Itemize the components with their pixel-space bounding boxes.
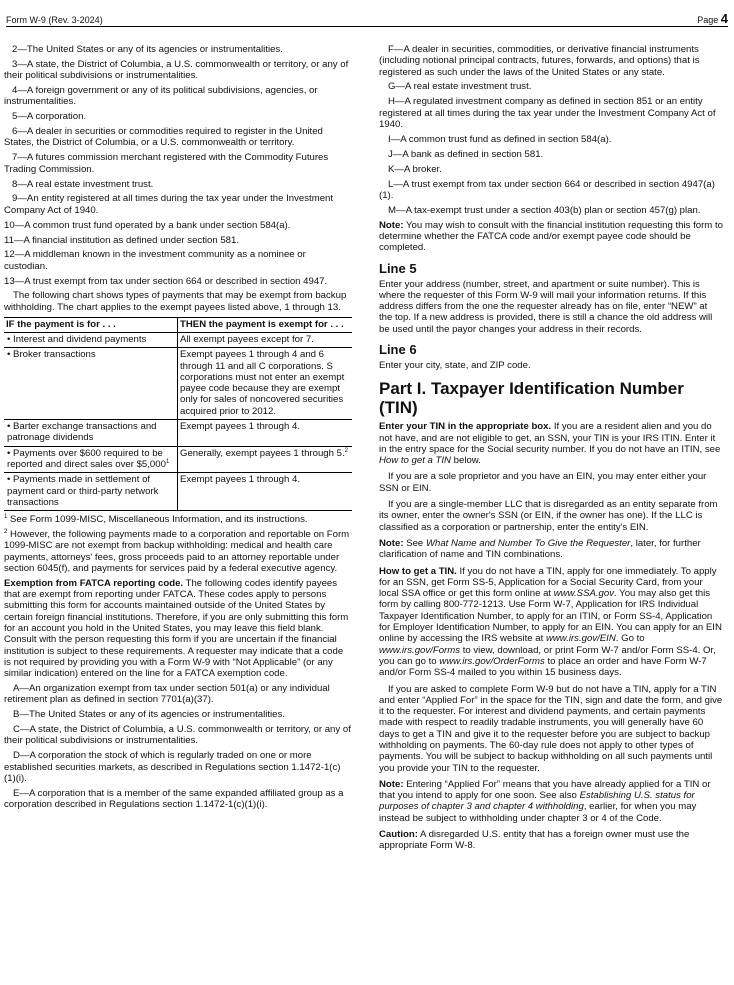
part1-heading: Part I. Taxpayer Identification Number (TIN) (379, 379, 684, 418)
single-member-llc-text: If you are a single-member LLC that is disregarded as an entity separate from its owner, enter the owner's SSN (or EIN, if the owner has one). If the LLC is classified as a corporation or partnership, enter the entity's EIN. (379, 499, 718, 533)
exempt-payee-7: 7—A futures commission merchant registered with the Commodity Futures Trading Commission. (4, 152, 329, 175)
page-header (6, 6, 728, 27)
fatca-note: Note: You may wish to consult with the financial institution requesting this form to determine whether the FATCA code and/or exempt payee code should be completed. (379, 219, 723, 254)
line5-text: Enter your address (number, street, and apartment or suite number). This is where the requester of this Form W-9 will mail your information returns. If this address differs from the one the requester already has on file, enter “NEW” at the top. If a new address is provided, there is still a chance the old address will be used until the payor changes your address in their records. (379, 278, 713, 335)
exempt-for: Exempt payees 1 through 4 and 6 through 11 and all C corporations. S corporations must not enter an exempt payee code because they are exempt only for sales of noncovered securities acquired prior to 2012. (178, 348, 353, 420)
chart-intro: The following chart shows types of payments that may be exempt from backup withholding. The chart applies to the exempt payees listed above, 1 through 13. (4, 290, 347, 313)
exempt-for: Exempt payees 1 through 4. (178, 420, 353, 447)
applied-for-text: If you are asked to complete Form W-9 but do not have a TIN, apply for a TIN and enter “Applied For” in the space for the TIN, sign and date the form, and give it to the requester. For interest and dividend payments, and certain payments made with respect to readily tradable instruments, you will generally have 60 days to get a TIN and give it to the requester before you are subject to backup withholding on payments. The 60-day rule does not apply to other types of payments. You will be subject to backup withholding on all such payments until you provide your TIN to the requester. (379, 683, 723, 774)
fatca-code-a: A—An organization exempt from tax under section 501(a) or any individual retirement plan as defined in section 7701(a)(37). (4, 683, 330, 706)
fatca-heading: Exemption from FATCA reporting code. (4, 577, 184, 589)
payment-type: • Interest and dividend payments (4, 332, 178, 347)
applied-for-note: Note: Entering “Applied For” means that you have already applied for a TIN or that you intend to apply for one soon. See also Establishing U.S. status for purposes of chapter 3 and chapter 4 withholding, earlier, for when you may instead be subject to withholding under chapter 3 or 4 of the Code. (379, 778, 711, 824)
exempt-payee-10: 10—A common trust fund operated by a bank under section 584(a). (4, 219, 291, 231)
table-row (4, 420, 352, 447)
footnote-ref-1: 1 (165, 458, 170, 465)
line6-heading: Line 6 (379, 341, 417, 357)
table-row (4, 348, 352, 420)
exempt-payee-12: 12—A middleman known in the investment community as a nominee or custodian. (4, 249, 306, 272)
fatca-code-f: F—A dealer in securities, commodities, or derivative financial instruments (including notional principal contracts, futures, forwards, and options) that is registered as such under the laws of the United States or any state. (379, 44, 700, 78)
fatca-code-l: L—A trust exempt from tax under section 664 or described in section 4947(a)(1). (379, 178, 715, 201)
irs-ein-link: www.irs.gov/EIN (545, 633, 616, 645)
fatca-code-g: G—A real estate investment trust. (388, 81, 532, 93)
exempt-payee-6: 6—A dealer in securities or commodities required to register in the United States, the District of Columbia, or a U.S. commonwealth or territory. (4, 126, 323, 149)
footnote-2: $^2$ However, the following payments made to a corporation and reportable on Form 1099-MISC are not exempt from backup withholding: medical and health care payments, attorneys' fees, gross proceeds paid to an attorney reportable under section 6045(f), and payments for services paid by a federal executive agency. (4, 528, 350, 574)
payment-type: • Payments over $600 required to be reported and direct sales over $5,000$^1$ (4, 446, 178, 473)
exempt-payee-11: 11—A financial institution as defined under section 581. (4, 234, 240, 246)
table-row (4, 332, 352, 347)
caution-text: Caution: A disregarded U.S. entity that has a foreign owner must use the appropriate Form W-8. (379, 829, 690, 852)
payment-type: • Broker transactions (4, 348, 178, 420)
line5-heading: Line 5 (379, 260, 417, 276)
fatca-code-e: E—A corporation that is a member of the same expanded affiliated group as a corporation described in Regulations section 1.1472-1(c)(1)(i). (4, 787, 344, 811)
table-header-right: THEN the payment is exempt for . . . (178, 317, 353, 332)
exempt-payee-8: 8—A real estate investment trust. (12, 178, 154, 190)
irs-forms-link: www.irs.gov/Forms (379, 644, 461, 656)
footnote-1: $^1$ See Form 1099-MISC, Miscellaneous Information, and its instructions. (4, 513, 308, 526)
how-to-get-tin: How to get a TIN. If you do not have a TIN, apply for one immediately. To apply for an SSN, get Form SS-5, Application for a Social Security Card, from your local SSA office or get this form online at www.SSA.gov. You may also get this form by calling 800-772-1213. Use Form W-7, Application for IRS Individual Taxpayer Identification Number, to apply for an ITIN, or Form SS-4, Application for Employer Identification Number, to apply for an EIN. You can apply for an EIN online by accessing the IRS website at www.irs.gov/EIN. Go to www.irs.gov/Forms to view, download, or print Form W-7 and/or Form SS-4. Or, you can go to www.irs.gov/OrderForms to place an order and have Form W-7 and/or Form SS-4 mailed to you within 15 business days. (379, 565, 722, 679)
tin-instructions: Enter your TIN in the appropriate box. If you are a resident alien and you do not have, and are not eligible to get, an SSN, your TIN is your IRS ITIN. Enter it in the entry space for the Social security number. If you do not have an ITIN, see How to get a TIN below. (379, 421, 721, 467)
sole-proprietor-text: If you are a sole proprietor and you have an EIN, you may enter either your SSN or EIN. (379, 471, 707, 494)
fatca-code-c: C—A state, the District of Columbia, a U.S. commonwealth or territory, or any of their political subdivisions or instrumentalities. (4, 724, 351, 747)
form-id: Form W-9 (Rev. 3-2024) (6, 15, 103, 25)
exemption-table (4, 317, 352, 511)
payment-type: • Barter exchange transactions and patronage dividends (4, 420, 178, 447)
table-header-left: IF the payment is for . . . (4, 317, 178, 332)
ssa-link: www.SSA.gov (553, 588, 615, 600)
fatca-code-m: M—A tax-exempt trust under a section 403(b) plan or section 457(g) plan. (388, 204, 701, 216)
exempt-for: Generally, exempt payees 1 through 5.$^2$ (178, 446, 353, 473)
fatca-code-k: K—A broker. (388, 163, 442, 175)
right-column (379, 44, 723, 855)
table-header-row (4, 317, 352, 332)
fatca-code-h: H—A regulated investment company as defined in section 851 or an entity registered at all times during the tax year under the Investment Company Act of 1940. (379, 96, 716, 130)
page-number: Page 4 (697, 11, 728, 26)
left-column (4, 44, 352, 814)
exempt-payee-4: 4—A foreign government or any of its political subdivisions, agencies, or instrumentalities. (4, 85, 318, 108)
exempt-payee-3: 3—A state, the District of Columbia, a U.S. commonwealth or territory, or any of their political subdivisions or instrumentalities. (4, 58, 349, 82)
table-row (4, 446, 352, 473)
fatca-code-b: B—The United States or any of its agencies or instrumentalities. (13, 709, 285, 721)
exempt-for: Exempt payees 1 through 4. (178, 473, 353, 511)
exempt-payee-9: 9—An entity registered at all times during the tax year under the Investment Company Act of 1940. (4, 193, 334, 216)
fatca-code-j: J—A bank as defined in section 581. (388, 148, 544, 160)
exempt-payee-5: 5—A corporation. (12, 111, 87, 123)
footnote-ref-2: 2 (344, 447, 348, 454)
exempt-for: All exempt payees except for 7. (178, 332, 353, 347)
fatca-code-i: I—A common trust fund as defined in section 584(a). (388, 133, 612, 145)
line6-text: Enter your city, state, and ZIP code. (379, 359, 531, 371)
irs-orderforms-link: www.irs.gov/OrderForms (439, 655, 545, 667)
exempt-payee-2: 2—The United States or any of its agencies or instrumentalities. (12, 44, 283, 55)
exempt-payee-13: 13—A trust exempt from tax under section 664 or described in section 4947. (4, 275, 328, 287)
fatca-code-d: D—A corporation the stock of which is regularly traded on one or more established securities markets, as described in Regulations section 1.1472-1(c)(1)(i). (4, 750, 341, 784)
payment-type: • Payments made in settlement of payment card or third-party network transactions (4, 473, 178, 511)
name-tin-note: Note: See What Name and Number To Give the Requester, later, for further clarification of name and TIN combinations. (379, 537, 701, 561)
fatca-section: Exemption from FATCA reporting code. The following codes identify payees that are exempt from reporting under FATCA. These codes apply to persons submitting this form for accounts maintained outside of the United States by certain foreign financial institutions. Therefore, if you are only submitting this form for an account you hold in the United States, you may leave this field blank. Consult with the person requesting this form if you are uncertain if the financial institution is subject to these requirements. A requester may indicate that a code is not required by providing you with a Form W-9 with “Not Applicable” (or any similar indication) entered on the line for a FATCA exemption code. (4, 577, 349, 680)
table-row (4, 473, 352, 511)
